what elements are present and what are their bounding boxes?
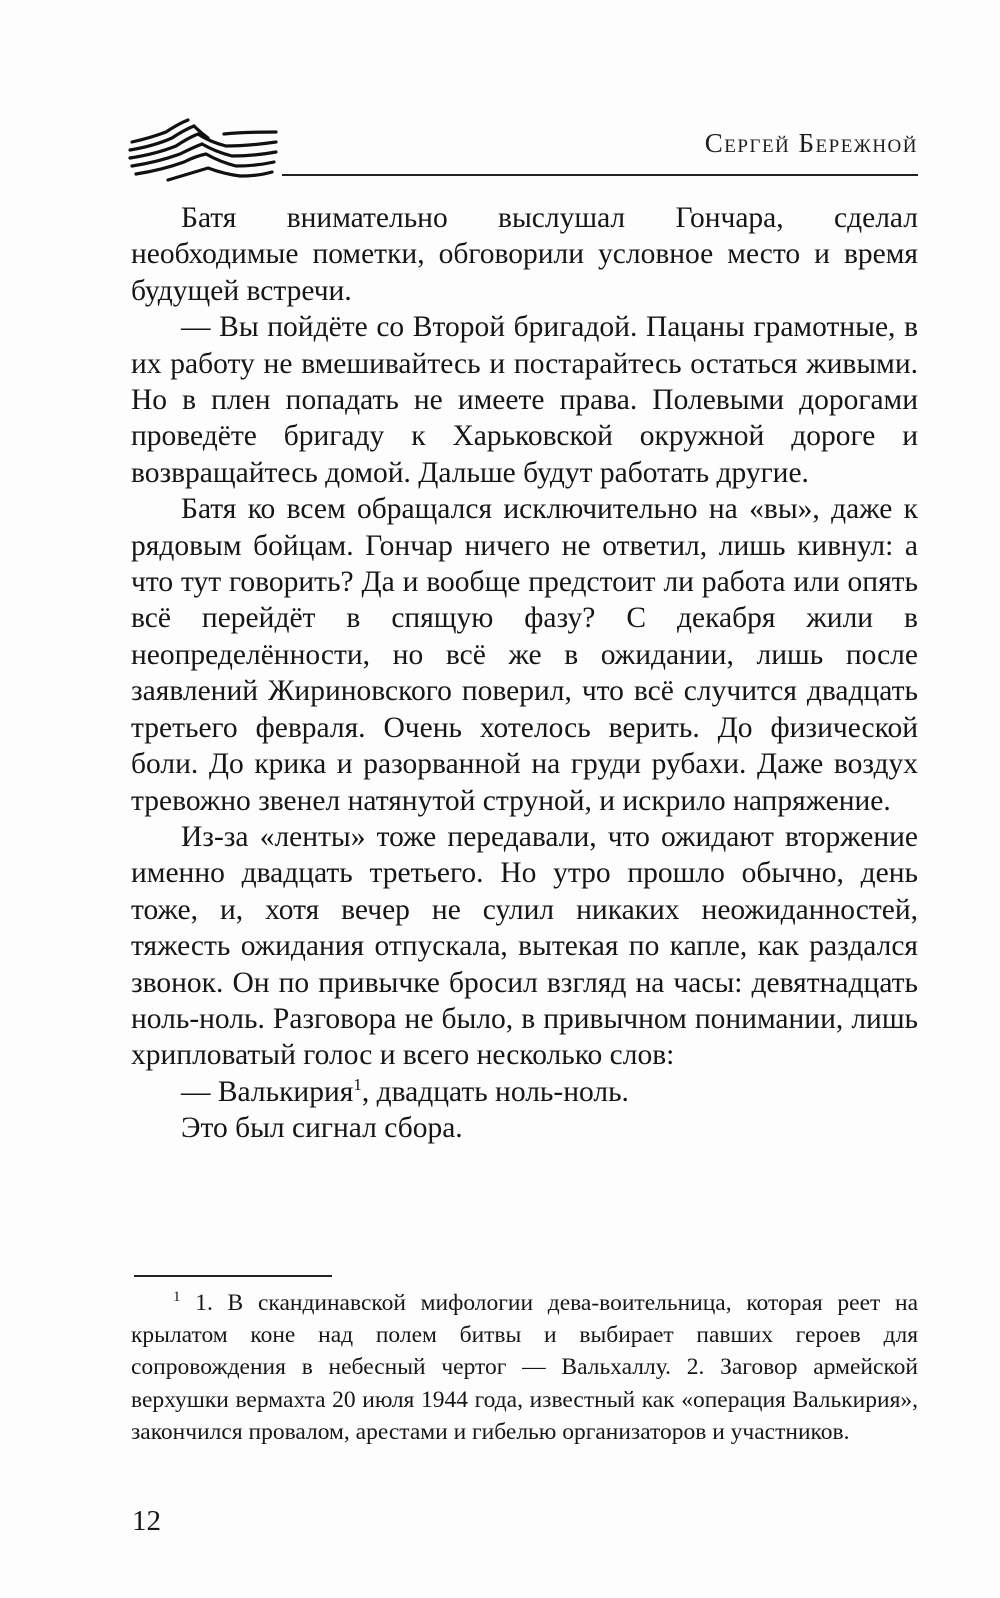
footnotes bbox=[131, 1287, 918, 1448]
running-header-author: Сергей Бережной bbox=[704, 128, 918, 158]
paragraph: Батя ко всем обращался исключительно на «вы», даже к рядовым бойцам. Гончар ничего не ответил, лишь кивнул: а что тут говорить? Да и вообще предстоит ли работа или опять всё перейдёт в спящую фазу? С декабря жили в неопределённости, но всё же в ожидании, лишь после заявлений Жириновского поверил, что всё случится двадцать третьего февраля. Очень хотелось верить. До физической боли. До крика и разорванной на груди рубахи. Даже воздух тревожно звенел натянутой струной, и искрило напряжение. bbox=[131, 493, 918, 817]
paragraph: — Вы пойдёте со Второй бригадой. Пацаны грамотные, в их работу не вмешивайтесь и постарайтесь остаться живыми. Но в плен попадать не имеете права. Полевыми дорогами проведёте бригаду к Харьковской окружной дороге и возвращайтесь домой. Дальше будут работать другие. bbox=[131, 311, 918, 489]
wave-ornament-icon bbox=[128, 112, 280, 184]
dialogue-text-end: , двадцать ноль-ноль. bbox=[361, 1075, 629, 1108]
footnote-text: 1. В скандинавской мифологии дева-воительница, которая реет на крылатом коне над полем битвы и выбирает павших героев для сопровождения в небесный чертог — Вальхаллу. 2. Заговор армейской верхушки вермахта 20 июля 1944 года, известный как «операция Валькирия», закончился провалом, арестами и гибелью организаторов и участников. bbox=[131, 1290, 919, 1445]
main-text bbox=[131, 200, 918, 1147]
footnote-marker: 1 bbox=[173, 1289, 181, 1306]
footnote-reference: 1 bbox=[353, 1074, 362, 1094]
footnote-rule bbox=[134, 1275, 332, 1277]
footnote bbox=[131, 1287, 918, 1448]
paragraph: Батя внимательно выслушал Гончара, сделал необходимые пометки, обговорили условное место и время будущей встречи. bbox=[131, 202, 918, 307]
header-rule bbox=[282, 174, 918, 176]
page-number: 12 bbox=[132, 1505, 161, 1537]
closing-line: Это был сигнал сбора. bbox=[181, 1112, 463, 1145]
paragraph: Из-за «ленты» тоже передавали, что ожидают вторжение именно двадцать третьего. Но утро прошло обычно, день тоже, и, хотя вечер не сулил никаких неожиданностей, тяжесть ожидания отпускала, вытекая по капле, как раздался звонок. Он по привычке бросил взгляд на часы: девятнадцать ноль-ноль. Разговора не было, в привычном понимании, лишь хрипловатый голос и всего несколько слов: bbox=[131, 820, 918, 1072]
dialogue-text: — Валькирия bbox=[181, 1075, 354, 1108]
dialogue-line bbox=[131, 1074, 918, 1110]
